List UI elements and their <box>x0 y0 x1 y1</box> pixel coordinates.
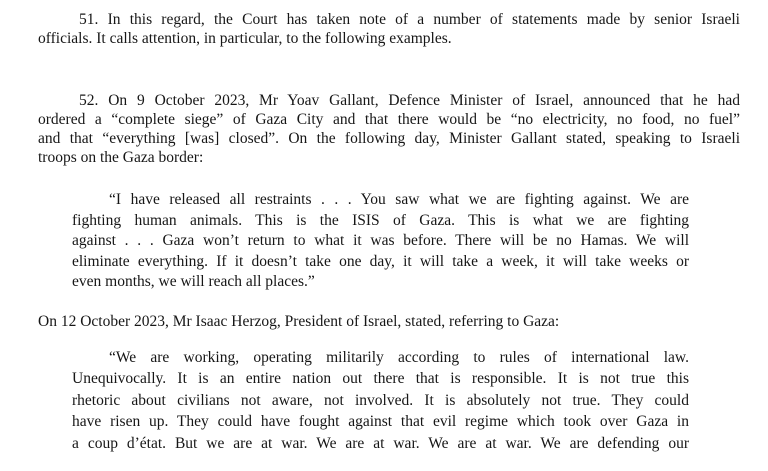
text-line: eliminate everything. If it doesn’t take one day, it will take a week, it will take weeks or <box>72 252 689 270</box>
text-line: “We are working, operating militarily according to rules of international law. <box>109 348 689 366</box>
text-line: against . . . Gaza won’t return to what it was before. There will be no Hamas. We will <box>72 232 689 249</box>
paragraph-52-continued <box>38 312 740 331</box>
paragraph-51 <box>38 10 740 48</box>
text-line: On 12 October 2023, Mr Isaac Herzog, President of Israel, stated, referring to Gaza: <box>38 312 560 330</box>
quote-herzog <box>72 347 689 455</box>
text-line: “I have released all restraints . . . You saw what we are fighting against. We are <box>109 191 689 208</box>
text-line: Unequivocally. It is an entire nation out there that is responsible. It is not true this <box>72 370 689 387</box>
text-line: 51. In this regard, the Court has taken note of a number of statements made by senior Israeli <box>79 11 740 28</box>
text-line: 52. On 9 October 2023, Mr Yoav Gallant, Defence Minister of Israel, announced that he had <box>79 92 740 109</box>
text-line: troops on the Gaza border: <box>38 149 204 166</box>
paragraph-52 <box>38 91 740 167</box>
text-line: and that “everything [was] closed”. On the following day, Minister Gallant stated, speaking to Israeli <box>38 130 740 147</box>
text-line: even months, we will reach all places.” <box>72 273 315 290</box>
text-line: officials. It calls attention, in particular, to the following examples. <box>38 30 452 47</box>
text-line: ordered a “complete siege” of Gaza City and that there would be “no electricity, no food, no fuel” <box>38 111 740 128</box>
quote-gallant <box>72 190 689 293</box>
text-line: a coup d’état. But we are at war. We are at war. We are at war. We are defending our <box>72 434 689 452</box>
text-line: fighting human animals. This is the ISIS of Gaza. This is what we are fighting <box>72 211 689 229</box>
text-line: rhetoric about civilians not aware, not involved. It is absolutely not true. They could <box>72 391 689 409</box>
text-line: have risen up. They could have fought against that evil regime which took over Gaza in <box>72 413 689 430</box>
